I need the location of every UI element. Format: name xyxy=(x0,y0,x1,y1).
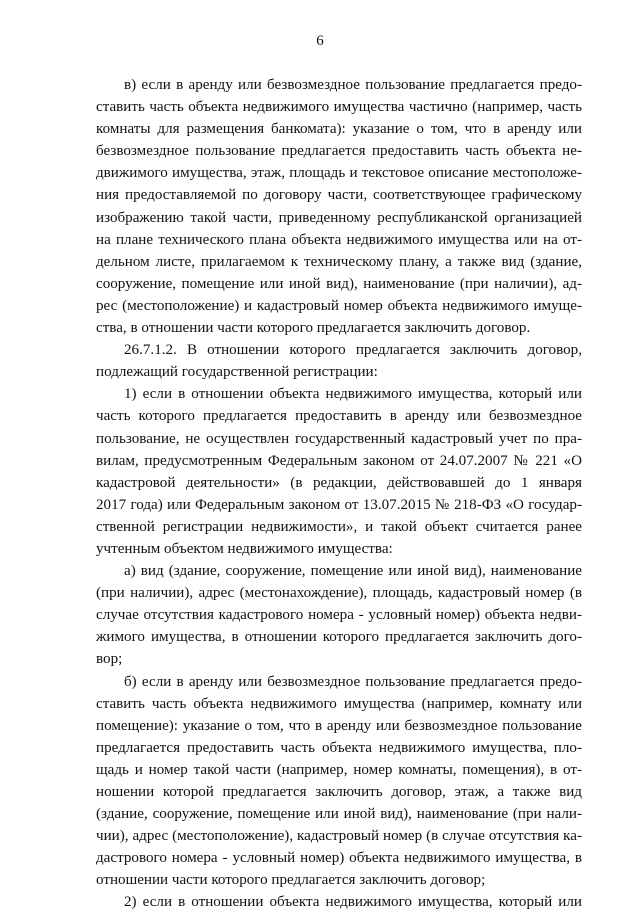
text-line: (здание, сооружение, помещение или иной вид), наименование (при нали- xyxy=(96,806,582,823)
text-line: 2) если в отношении объекта недвижимого имущества, который или xyxy=(124,894,582,911)
text-line: щадь и номер такой части (например, номер комнаты, помещения), в от- xyxy=(96,761,582,778)
text-line: б) если в аренду или безвозмездное пользование предлагается предо- xyxy=(124,673,582,690)
text-line: учтенным объектом недвижимого имущества: xyxy=(96,540,393,557)
text-line: 1) если в отношении объекта недвижимого имущества, который или xyxy=(124,386,582,403)
text-line: движимого имущества, этаж, площадь и текстовое описание местоположе- xyxy=(96,165,582,182)
text-line: сооружение, помещение или иной вид), наименование (при наличии), ад- xyxy=(96,275,582,292)
text-line: 2017 года) или Федеральным законом от 13.07.2015 № 218-ФЗ «О государ- xyxy=(96,496,582,513)
text-line: подлежащий государственной регистрации: xyxy=(96,364,378,381)
document-body xyxy=(96,74,582,914)
text-line: в) если в аренду или безвозмездное пользование предлагается предо- xyxy=(124,77,582,93)
text-line: дастрового номера - условный номер) объекта недвижимого имущества, в xyxy=(96,850,582,867)
text-line: (при наличии), адрес (местонахождение), площадь, кадастровый номер (в xyxy=(96,585,582,602)
text-line: изображению такой части, приведенному республиканской организацией xyxy=(96,209,582,226)
text-line: предлагается предоставить часть объекта недвижимого имущества, пло- xyxy=(96,739,582,756)
text-line: отношении части которого предлагается заключить договор; xyxy=(96,872,486,889)
text-line: кадастровой деятельности» (в редакции, действовавшей до 1 января xyxy=(96,474,582,491)
text-line: ния предоставляемой по договору части, соответствующее графическому xyxy=(96,187,582,204)
text-line: помещение): указание о том, что в аренду или безвозмездное пользование xyxy=(96,717,582,734)
text-line: рес (местоположение) и кадастровый номер объекта недвижимого имуще- xyxy=(96,297,582,314)
text-line: вор; xyxy=(96,651,123,668)
text-line: пользование, не осуществлен государственный кадастровый учет по пра- xyxy=(96,430,582,447)
text-line: чии), адрес (местоположение), кадастровый номер (в случае отсутствия ка- xyxy=(96,828,582,845)
page-number: 6 xyxy=(316,33,324,49)
text-line: дельном листе, прилагаемом к техническому плану, а также вид (здание, xyxy=(96,253,582,270)
text-line: а) вид (здание, сооружение, помещение или иной вид), наименование xyxy=(124,563,582,580)
text-line: ставить часть объекта недвижимого имущества частично (например, часть xyxy=(96,99,582,116)
text-line: ношении которой предлагается заключить договор, этаж, а также вид xyxy=(96,784,582,800)
text-line: случае отсутствия кадастрового номера - условный номер) объекта недви- xyxy=(96,607,582,624)
text-line: жимого имущества, в отношении которого предлагается заключить дого- xyxy=(96,629,582,646)
text-line: ственной регистрации недвижимости», и такой объект считается ранее xyxy=(96,518,582,535)
text-line: безвозмездное пользование предлагается предоставить часть объекта не- xyxy=(96,143,582,160)
text-line: ства, в отношении части которого предлагается заключить договор. xyxy=(96,320,531,337)
text-line: на плане технического плана объекта недвижимого имущества или на от- xyxy=(96,231,582,248)
text-line: часть которого предлагается предоставить в аренду или безвозмездное xyxy=(96,408,582,425)
text-line: вилам, предусмотренным Федеральным законом от 24.07.2007 № 221 «О xyxy=(96,452,582,469)
text-line: комнаты для размещения банкомата): указание о том, что в аренду или xyxy=(96,121,582,138)
text-line: ставить часть объекта недвижимого имущества (например, комнату или xyxy=(96,695,582,712)
text-line: 26.7.1.2. В отношении которого предлагается заключить договор, xyxy=(124,342,582,359)
